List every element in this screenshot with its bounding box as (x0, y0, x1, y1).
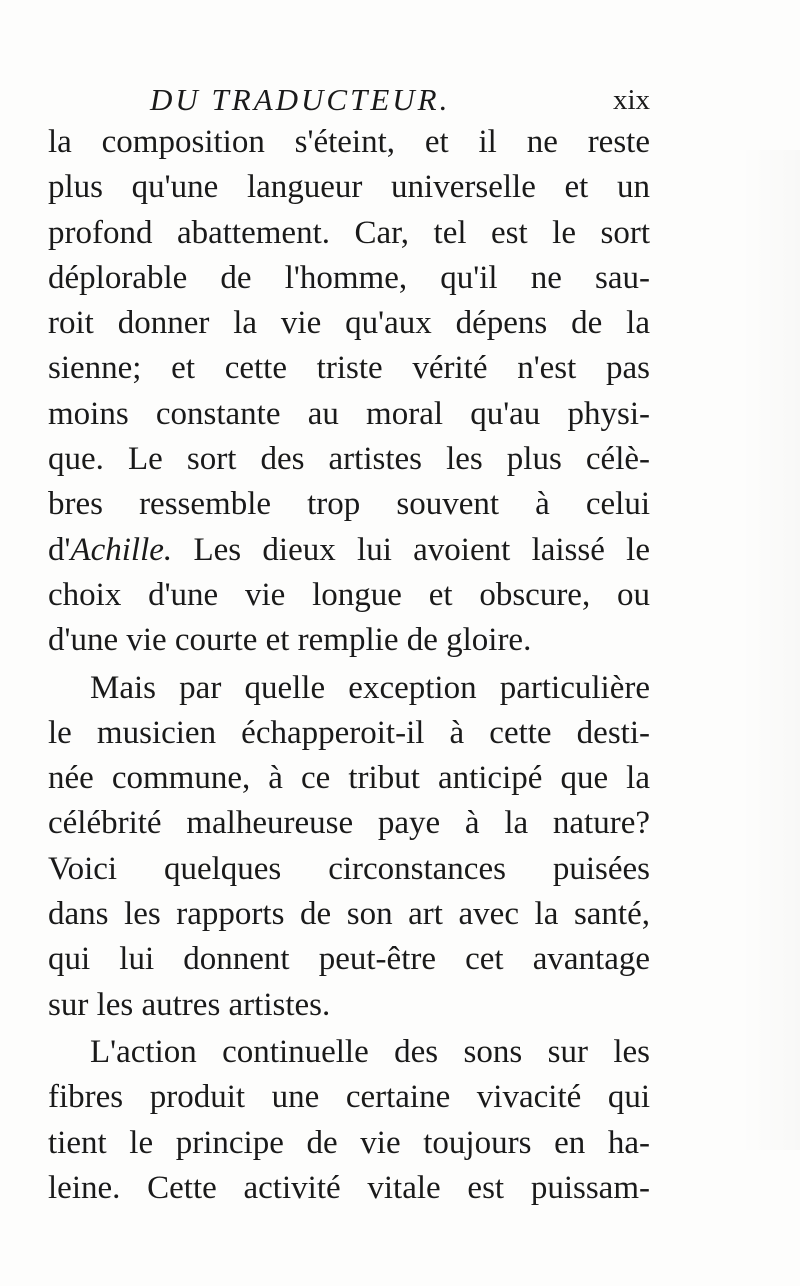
text-line: L'action continuelle des sons sur les (90, 1033, 650, 1070)
text-line: qui lui donnent peut-être cet avantage (48, 941, 650, 978)
achille-rest: Les dieux lui avoient laissé le (193, 531, 651, 568)
running-title: DU TRADUCTEUR. (150, 82, 451, 117)
text-line: célébrité malheureuse paye à la nature? (48, 805, 650, 842)
text-line: déplorable de l'homme, qu'il ne sau- (48, 259, 650, 296)
achille-italic: Achille. (70, 531, 173, 568)
text-line: le musicien échapperoit-il à cette desti- (48, 714, 650, 751)
text-line: tient le principe de vie toujours en ha- (48, 1124, 650, 1161)
text-line: moins constante au moral qu'au physi- (48, 395, 650, 432)
text-line: profond abattement. Car, tel est le sort (48, 214, 650, 251)
text-line: Voici quelques circonstances puisées (48, 850, 650, 887)
text-line: que. Le sort des artistes les plus célè- (48, 441, 650, 478)
page-number: xix (612, 84, 650, 116)
text-line: dans les rapports de son art avec la santé, (48, 896, 650, 933)
page-header (48, 80, 650, 120)
text-line: née commune, à ce tribut anticipé que la (48, 760, 650, 797)
text-line: Mais par quelle exception particulière (90, 669, 650, 706)
text-line: bres ressemble trop souvent à celui (48, 486, 650, 523)
text-line: plus qu'une langueur universelle et un (48, 169, 650, 206)
text-line: leine. Cette activité vitale est puissam- (48, 1169, 650, 1206)
text-line: sienne; et cette triste vérité n'est pas (48, 350, 650, 387)
text-line: d'une vie courte et remplie de gloire. (48, 622, 532, 659)
text-line: roit donner la vie qu'aux dépens de la (48, 305, 650, 342)
body-text (48, 120, 650, 1211)
page-shadow (740, 150, 800, 1150)
text-line: la composition s'éteint, et il ne reste (48, 124, 650, 160)
text-line: sur les autres artistes. (48, 986, 331, 1023)
text-line: fibres produit une certaine vivacité qui (48, 1079, 650, 1116)
achille-prefix: d' (48, 531, 71, 568)
text-line-achille (48, 528, 650, 573)
text-line: choix d'une vie longue et obscure, ou (48, 576, 650, 613)
